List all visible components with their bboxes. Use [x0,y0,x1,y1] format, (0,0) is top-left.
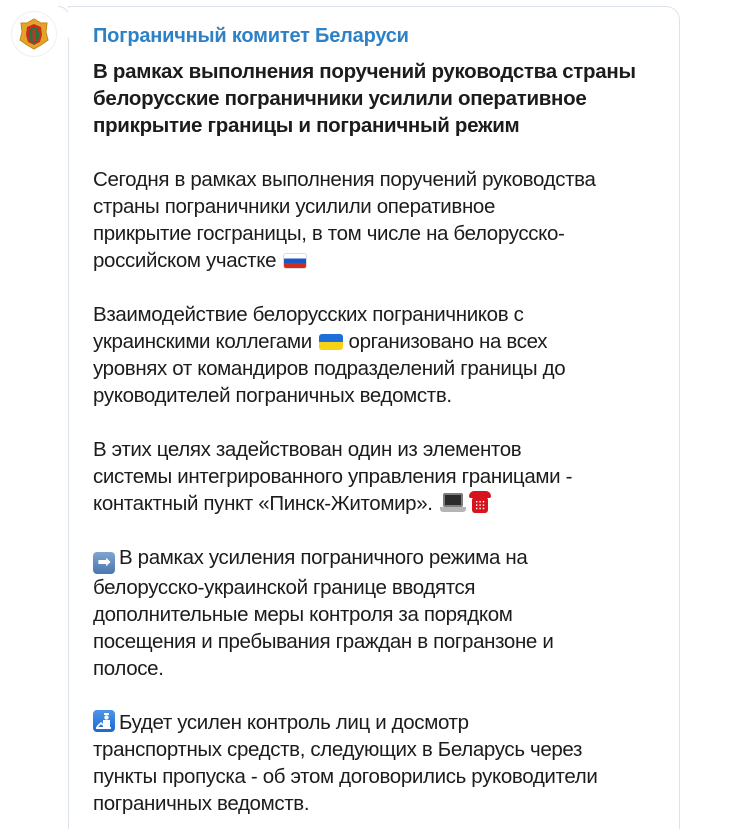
text-fragment: Будет усилен контроль лиц и досмотр [119,711,469,734]
text-line: уровнях от командиров подразделений границы до [93,357,566,380]
message-content [93,22,673,817]
title-line: прикрытие границы и пограничный режим [93,114,520,137]
text-fragment: организовано на всех [348,330,548,353]
paragraph-4 [93,544,673,682]
title-line: белорусские пограничники усилили оперативное [93,87,587,110]
text-fragment: украинскими коллегами [93,330,312,353]
text-line: полосе. [93,657,164,680]
text-fragment: В рамках усиления пограничного режима на [119,546,528,569]
flag-ukraine-icon [319,334,343,350]
right-arrow-icon: ➡ [93,552,115,574]
text-line [93,328,673,355]
text-line: транспортных средств, следующих в Беларусь через [93,738,583,761]
channel-avatar[interactable] [11,11,57,57]
flag-russia-icon [283,253,307,269]
text-line: белорусско-украинской границе вводятся [93,576,476,599]
paragraph-3 [93,436,673,517]
laptop-icon [440,493,466,513]
text-line: руководителей пограничных ведомств. [93,384,452,407]
text-line: пограничных ведомств. [93,792,310,815]
text-line [93,247,673,274]
text-line [93,709,673,736]
text-line: пункты пропуска - об этом договорились руководители [93,765,598,788]
text-line: Сегодня в рамках выполнения поручений руководства [93,168,596,191]
paragraph-2 [93,301,673,409]
text-line: Взаимодействие белорусских пограничников с [93,303,524,326]
text-fragment: российском участке [93,249,277,272]
text-fragment: контактный пункт «Пинск-Житомир». [93,492,433,515]
paragraph-5 [93,709,673,817]
paragraph-1 [93,166,673,274]
message-title [93,58,673,139]
passport-control-icon [93,710,115,732]
telephone-icon [468,491,492,513]
text-line: посещения и пребывания граждан в погранзоне и [93,630,554,653]
text-line: дополнительные меры контроля за порядком [93,603,513,626]
text-line: прикрытие госграницы, в том числе на белорусско- [93,222,565,245]
title-line: В рамках выполнения поручений руководства страны [93,60,636,83]
channel-name-link[interactable]: Пограничный комитет Беларуси [93,25,409,47]
text-line: системы интегрированного управления границами - [93,465,573,488]
text-line [93,490,673,517]
text-line [93,544,673,574]
text-line: В этих целях задействован один из элементов [93,438,522,461]
text-line: страны пограничники усилили оперативное [93,195,496,218]
border-committee-emblem-icon [19,18,49,50]
